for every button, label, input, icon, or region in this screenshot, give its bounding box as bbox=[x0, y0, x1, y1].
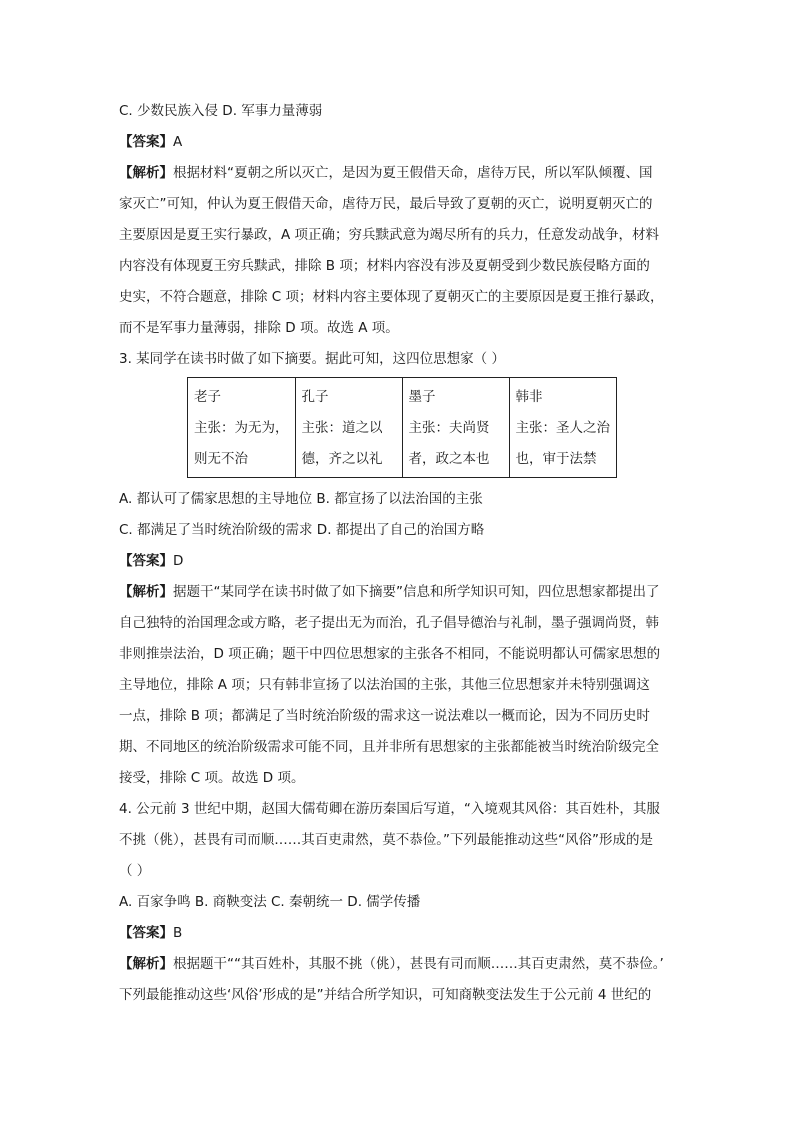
answer-value: D bbox=[173, 553, 184, 569]
q3-analysis-line: 自己独特的治国理念或方略，老子提出无为而治，孔子倡导德治与礼制，墨子强调尚贤，韩 bbox=[119, 615, 659, 631]
q4-stem-line: 不挑（佻），甚畏有司而顺……其百吏肃然，莫不恭俭。”下列最能推动这些“风俗”形成的是 bbox=[119, 832, 653, 848]
q4-option-line: A. 百家争鸣 B. 商鞅变法 C. 秦朝统一 D. 儒学传播 bbox=[119, 894, 421, 910]
thinker-name: 孔子 bbox=[301, 389, 329, 405]
answer-label: 【答案】 bbox=[119, 925, 173, 941]
table-cell-hanfei bbox=[509, 378, 617, 478]
table-row bbox=[188, 378, 617, 478]
answer-label: 【答案】 bbox=[119, 553, 173, 569]
document-page bbox=[119, 96, 679, 1011]
q3-stem: 3. 某同学在读书时做了如下摘要。据此可知，这四位思想家（ ） bbox=[119, 351, 505, 367]
thinker-name: 墨子 bbox=[408, 389, 436, 405]
q4-stem-line: 4. 公元前 3 世纪中期，赵国大儒荀卿在游历秦国后写道，“入境观其风俗：其百姓朴，其服 bbox=[119, 801, 660, 817]
q2-option-line: C. 少数民族入侵 D. 军事力量薄弱 bbox=[119, 103, 323, 119]
q2-answer bbox=[119, 127, 679, 158]
q2-analysis-line: 而不是军事力量薄弱，排除 D 项。故选 A 项。 bbox=[119, 320, 399, 336]
thinker-claim: 主张：为无为， bbox=[194, 420, 289, 436]
q3-option-line: C. 都满足了当时统治阶级的需求 D. 都提出了自己的治国方略 bbox=[119, 522, 485, 538]
analysis-label: 【解析】 bbox=[119, 956, 173, 972]
q3-analysis-line: 主导地位，排除 A 项；只有韩非宣扬了以法治国的主张，其他三位思想家并未特别强调这 bbox=[119, 677, 650, 693]
q4-analysis-line: 【解析】根据题干““其百姓朴，其服不挑（佻），甚畏有司而顺……其百吏肃然，莫不恭俭。’ bbox=[119, 956, 664, 972]
thinker-name: 韩非 bbox=[515, 389, 543, 405]
thinker-claim: 则无不治 bbox=[194, 451, 248, 467]
analysis-label: 【解析】 bbox=[119, 165, 173, 181]
answer-label: 【答案】 bbox=[119, 134, 173, 150]
thinker-claim: 主张：夫尚贤 bbox=[408, 420, 490, 436]
q4-answer bbox=[119, 918, 679, 949]
thinker-name: 老子 bbox=[194, 389, 221, 405]
q3-answer bbox=[119, 546, 679, 577]
q4-analysis-line: 下列最能推动这些‘风俗’形成的是”并结合所学知识，可知商鞅变法发生于公元前 4 世纪的 bbox=[119, 987, 652, 1003]
answer-value: B bbox=[173, 925, 183, 941]
thinker-claim: 德，齐之以礼 bbox=[301, 451, 383, 467]
q3-table-wrap bbox=[119, 375, 679, 484]
q2-analysis-line: 【解析】根据材料“夏朝之所以灭亡，是因为夏王假借天命，虐待万民，所以军队倾覆、国 bbox=[119, 165, 653, 181]
thinkers-table bbox=[187, 377, 617, 478]
q2-analysis-line: 史实，不符合题意，排除 C 项；材料内容主要体现了夏朝灭亡的主要原因是夏王推行暴政， bbox=[119, 289, 664, 305]
q3-analysis-line: 非则推崇法治，D 项正确；题干中四位思想家的主张各不相同，不能说明都认可儒家思想的 bbox=[119, 646, 661, 662]
table-cell-laozi bbox=[188, 378, 296, 478]
q3-analysis-line: 接受，排除 C 项。故选 D 项。 bbox=[119, 770, 305, 786]
q3-option-line: A. 都认可了儒家思想的主导地位 B. 都宣扬了以法治国的主张 bbox=[119, 491, 483, 507]
q2-analysis-line: 家灭亡”可知，仲认为夏王假借天命，虐待万民，最后导致了夏朝的灭亡，说明夏朝灭亡的 bbox=[119, 196, 653, 212]
q3-analysis-line: 【解析】据题干“某同学在读书时做了如下摘要”信息和所学知识可知，四位思想家都提出了 bbox=[119, 584, 660, 600]
q2-analysis-line: 内容没有体现夏王穷兵黩武，排除 B 项；材料内容没有涉及夏朝受到少数民族侵略方面的 bbox=[119, 258, 650, 274]
thinker-claim: 主张：圣人之治 bbox=[515, 420, 610, 436]
table-cell-mozi bbox=[402, 378, 509, 478]
q4-stem-line: （ ） bbox=[119, 863, 151, 879]
q2-analysis-line: 主要原因是夏王实行暴政，A 项正确；穷兵黩武意为竭尽所有的兵力，任意发动战争，材料 bbox=[119, 227, 660, 243]
answer-value: A bbox=[173, 134, 183, 150]
thinker-claim: 者，政之本也 bbox=[408, 451, 490, 467]
analysis-label: 【解析】 bbox=[119, 584, 173, 600]
q3-analysis-line: 一点，排除 B 项；都满足了当时统治阶级的需求这一说法难以一概而论，因为不同历史时 bbox=[119, 708, 650, 724]
q3-analysis-line: 期、不同地区的统治阶级需求可能不同，且并非所有思想家的主张都能被当时统治阶级完全 bbox=[119, 739, 659, 755]
thinker-claim: 也，审于法禁 bbox=[515, 451, 597, 467]
table-cell-kongzi bbox=[295, 378, 402, 478]
thinker-claim: 主张：道之以 bbox=[301, 420, 383, 436]
